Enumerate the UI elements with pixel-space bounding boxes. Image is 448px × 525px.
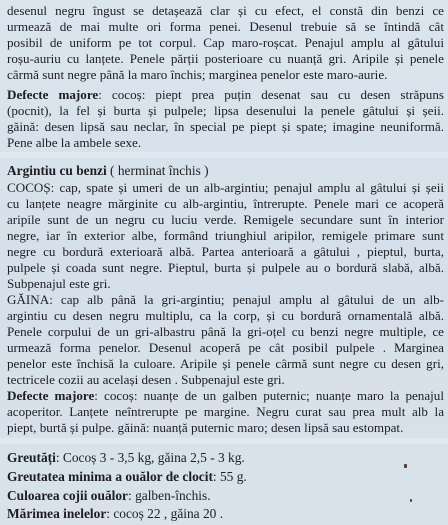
hen-label: GĂINA (7, 292, 50, 307)
spec-label: Mărimea inelelor (7, 506, 107, 521)
spec-label: Greutăți (7, 450, 56, 465)
section-title (7, 163, 444, 179)
text-line: negre cu bordură exterioară albă. Partea anterioară a gâtului , pieptul, burta, (7, 244, 444, 259)
cock-text: : cap, spate și umeri de un alb-argintiu; penajul amplu al gâtului și șeii (50, 180, 444, 195)
text-line: Penele corpului de un gri-albastru până la gri-oțel cu benzi negre multiple, ce (7, 324, 444, 339)
spec-value: : 55 g. (212, 469, 247, 484)
text-line: urmează forma penelor. Desenul acoperă pe cât posibil pulpele . Marginea (7, 340, 444, 355)
spec-label: Greutatea minima a ouălor de clocit (7, 469, 213, 484)
text-line: roșu-auriu cu lanțete. Penele părții posterioare cu nuanță gri. Aripile și penele (7, 51, 444, 66)
spec-value: : cocoș 22 , găina 20 . (106, 506, 224, 521)
separator (0, 152, 448, 158)
text-line: acoperitor. Lanțete neîntrerupte pe margine. Negru curat sau prea mult alb la (7, 404, 444, 419)
defects-line (7, 388, 444, 404)
section-title-suffix: ( herminat închis ) (106, 163, 209, 178)
text-line: argintiu cu desen negru multiplu, ca la corp, și cu bordură ornamentală albă. (7, 308, 444, 323)
defects-label: Defecte majore (7, 87, 99, 102)
defects-line (7, 87, 444, 103)
defects-label: Defecte majore (7, 388, 95, 403)
spec-value: : galben-închis. (128, 488, 211, 503)
spec-weights (7, 450, 444, 466)
section-title-text: Argintiu cu benzi (7, 163, 107, 178)
text-line: posibil de uniform pe tot corpul. Cap maro-roșcat. Penajul amplu al gâtului (7, 35, 444, 50)
defects-text: : cocoș: nuanțe de un galben puternic; nuanțe maro la penajul (94, 388, 444, 403)
text-line: cu lanțete neagre mărginite cu alb-argintiu, întrerupte. Penele mari ce acoperă (7, 196, 444, 211)
spec-shell-color (7, 488, 444, 504)
text-line: urmează de mai multe ori forma penei. Desenul trebuie să se întindă cât (7, 19, 444, 34)
text-line: piept, burtă și pulpe. găină: nuanță puternic maro; desen lipsă sau estompat. (7, 420, 404, 435)
text-line: cârmă sunt negre până la maro închis; marginea penelor este maro-aurie. (7, 67, 388, 82)
spec-label: Culoarea cojii ouălor (7, 488, 128, 503)
text-line: Subpenajul este gri. (7, 276, 111, 291)
cock-line (7, 180, 444, 196)
text-line: Pene albe la ambele sexe. (7, 135, 142, 150)
defects-text: : cocoș: piept prea puțin desenat sau cu desen străpuns (98, 87, 444, 102)
text-line: tectricele cozii au același desen . Subpenajul este gri. (7, 372, 285, 387)
text-line: (pocnit), la fel și burta și pulpele; lipsa desenului la penele gâtului și șeii. (7, 103, 444, 118)
spec-value: : Cocoș 3 - 3,5 kg, găina 2,5 - 3 kg. (55, 450, 245, 465)
cock-label: COCOȘ (7, 180, 51, 195)
hen-text: : cap alb până la gri-argintiu; penajul amplu al gâtului de un alb- (49, 292, 444, 307)
spec-ring-size (7, 506, 444, 522)
text-line: aripile sunt de un negru cu luciu verde. Remigele secundare sunt în interior (7, 212, 444, 227)
hen-line (7, 292, 444, 308)
text-line: negre, iar în exterior albe, formând triunghiul aripilor, remigele primare sunt (7, 228, 444, 243)
text-line: găină: desen lipsă sau neclar, în special pe piept și spate; imagine neuniformă. (7, 119, 444, 134)
scan-speck (404, 464, 407, 468)
text-line: penelor este închisă la culoare. Aripile și penele cârmă sunt negre cu desen gri, (7, 356, 444, 371)
spec-egg-weight (7, 469, 444, 485)
text-line: desenul negru îngust se detașează clar și cu efect, el constă din benzi ce (7, 3, 444, 18)
text-line: pulpele și coada sunt negre. Pieptul, burta și pulpele au o bordură slabă, albă. (7, 260, 444, 275)
scan-speck (410, 499, 412, 502)
separator (0, 438, 448, 444)
